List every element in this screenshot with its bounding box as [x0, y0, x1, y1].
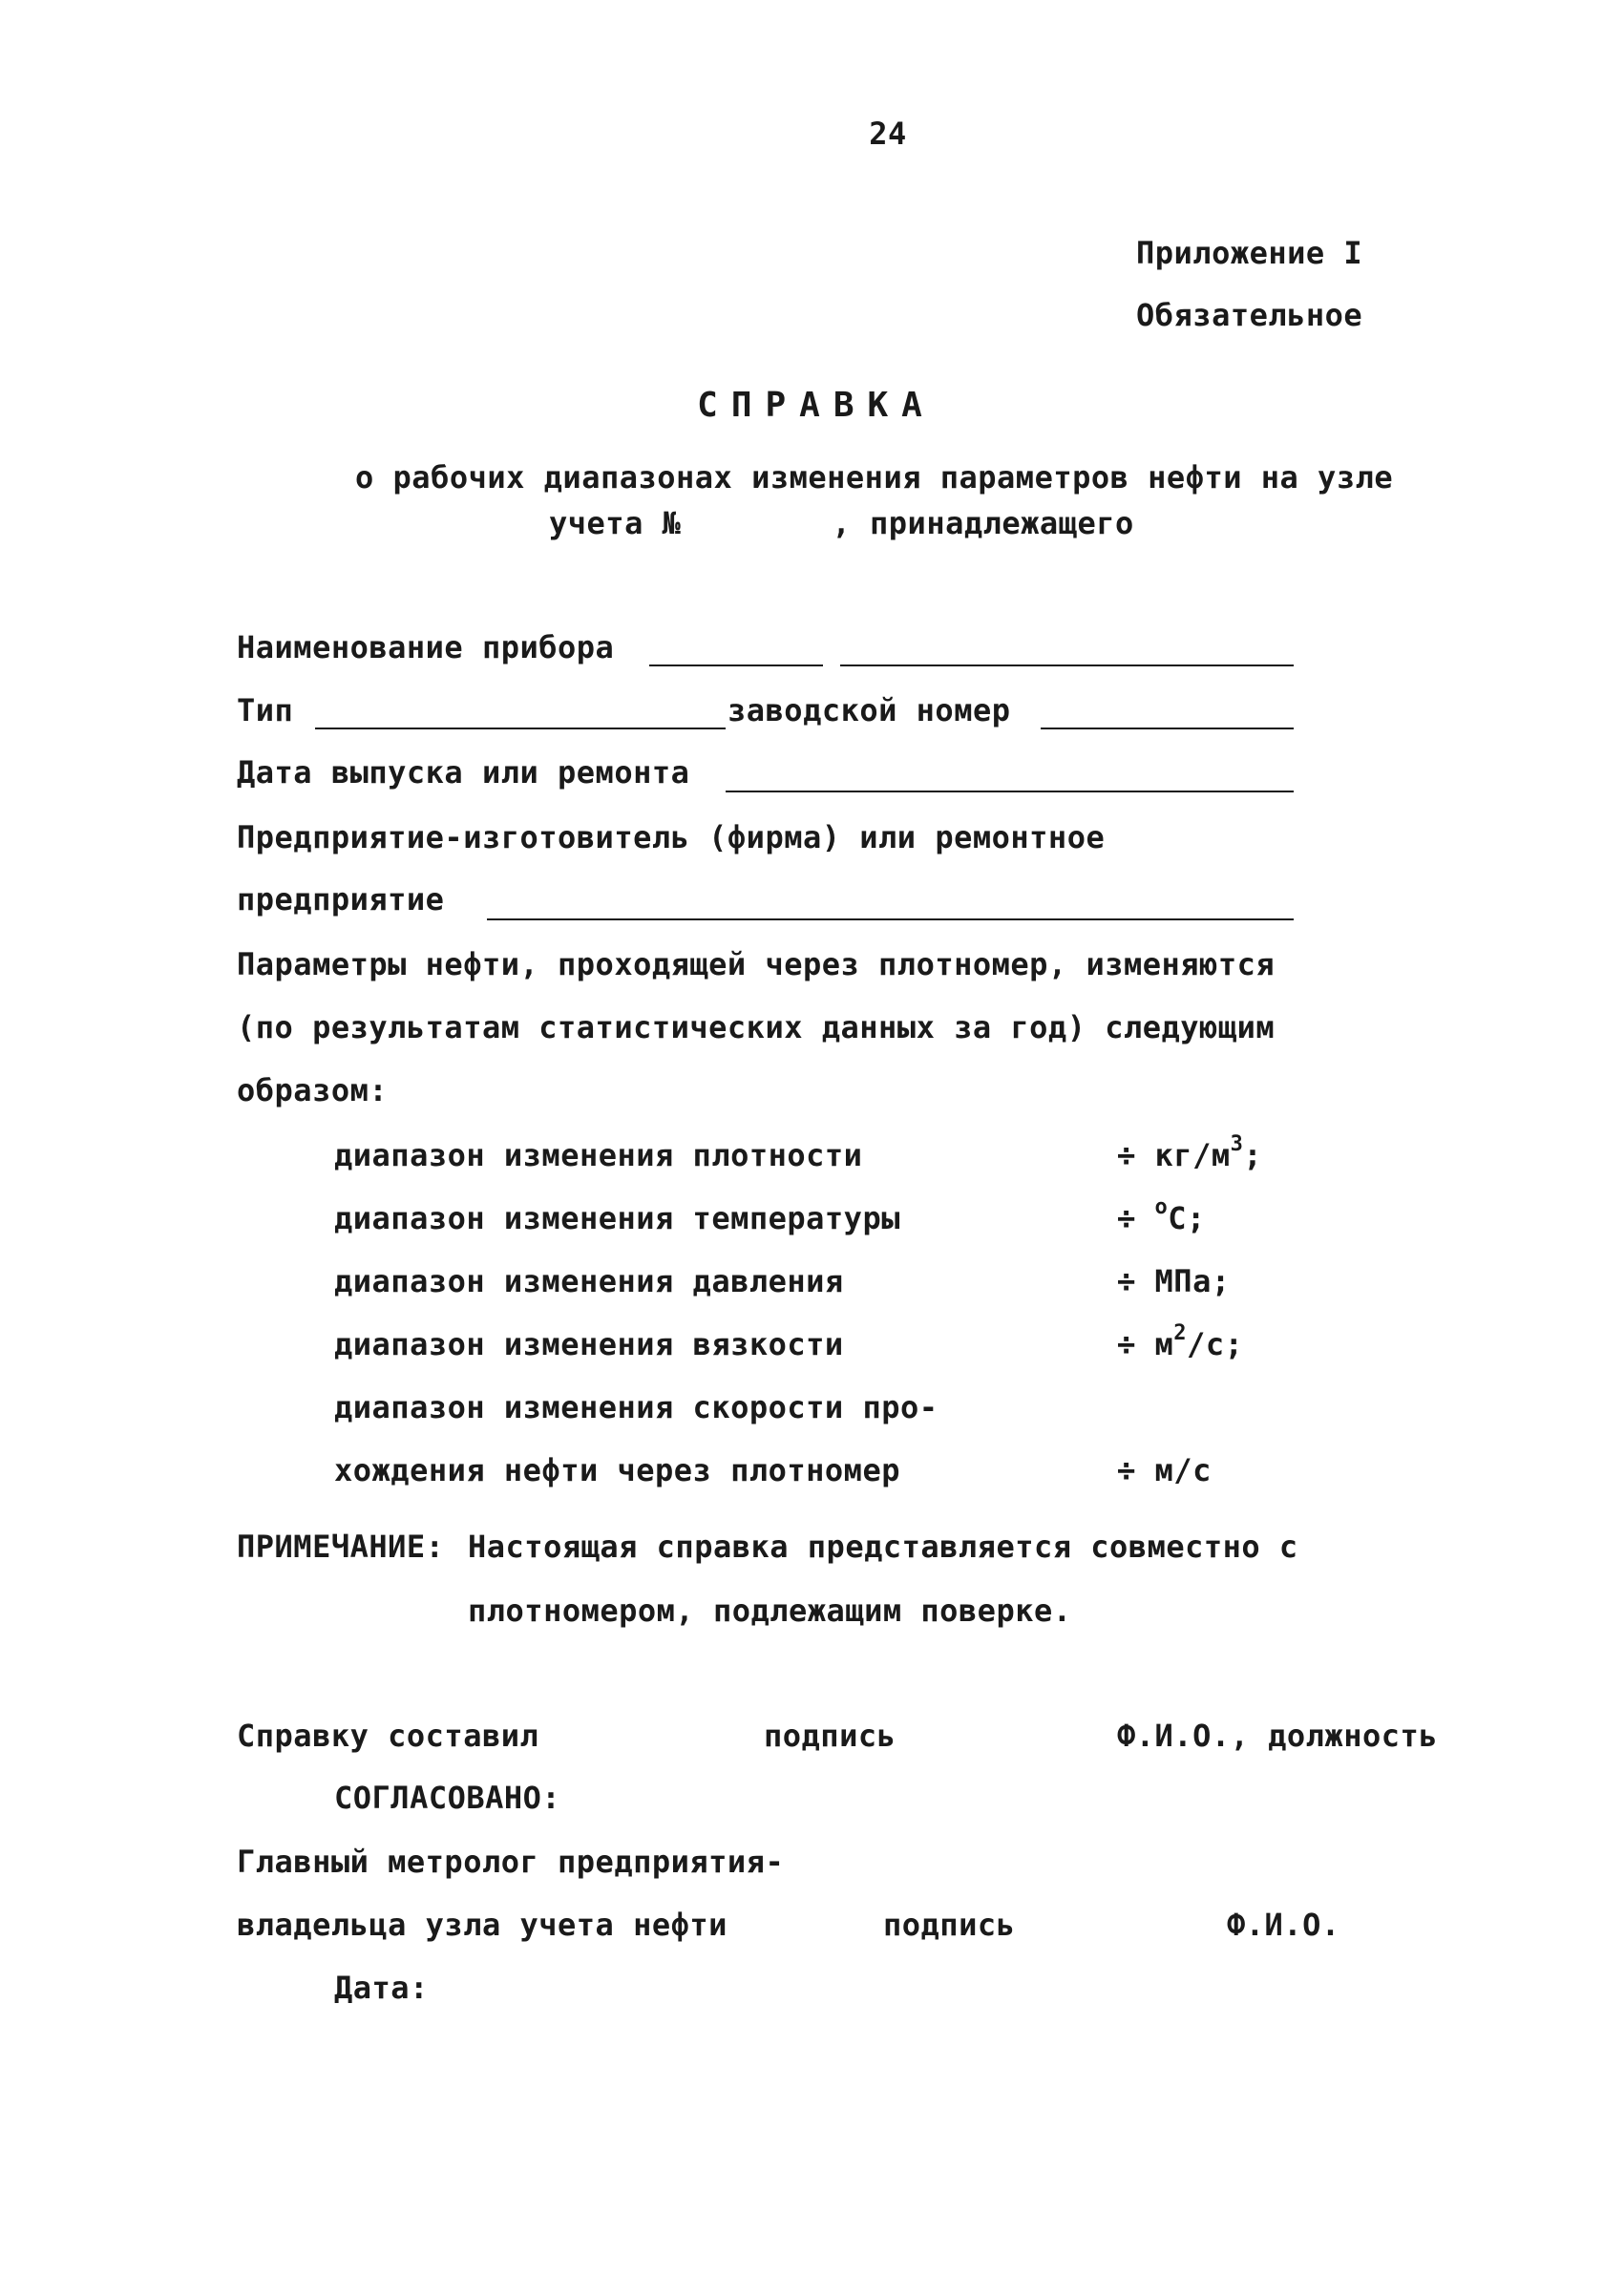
unit-text: МПа;: [1154, 1263, 1231, 1299]
pressure-range-unit: [1117, 1262, 1231, 1300]
temperature-range-unit: [1117, 1195, 1206, 1237]
density-range-unit: [1117, 1132, 1263, 1174]
type-blank[interactable]: [315, 728, 726, 729]
manufacturer-label-line-1: Предприятие-изготовитель (фирма) или ремонтное: [237, 819, 1106, 855]
subtitle-line-2: учета № , принадлежащего: [549, 505, 1134, 541]
device-name-label: Наименование прибора: [237, 629, 615, 665]
compiled-by-label: Справку составил: [237, 1718, 539, 1754]
unit-tail: /с;: [1187, 1326, 1244, 1362]
density-range-label: диапазон изменения плотности: [334, 1137, 863, 1173]
unit-tail: ;: [1243, 1137, 1263, 1173]
note-line-1: Настоящая справка представляется совместно с: [468, 1529, 1298, 1565]
name-label-2: Ф.И.О.: [1227, 1907, 1340, 1943]
release-date-label: Дата выпуска или ремонта: [237, 754, 690, 791]
params-intro-line-2: (по результатам статистических данных за год) следующим: [237, 1009, 1276, 1045]
agreed-label: СОГЛАСОВАНО:: [334, 1780, 561, 1816]
params-intro-line-1: Параметры нефти, проходящей через плотномер, изменяются: [237, 946, 1276, 982]
viscosity-range-unit: [1117, 1321, 1244, 1363]
page-number: 24: [869, 116, 907, 152]
chief-metrologist-line-1: Главный метролог предприятия-: [237, 1844, 785, 1880]
name-position-label: Ф.И.О., должность: [1117, 1718, 1439, 1754]
manufacturer-blank[interactable]: [487, 918, 1294, 920]
unit-superscript: o: [1154, 1195, 1169, 1220]
date-label: Дата:: [334, 1970, 429, 2006]
range-sign: ÷: [1117, 1326, 1136, 1362]
params-intro-line-3: образом:: [237, 1072, 389, 1108]
range-sign: ÷: [1117, 1200, 1136, 1236]
unit-superscript: 3: [1230, 1132, 1244, 1157]
device-name-blank-2[interactable]: [840, 664, 1294, 666]
speed-range-label-line-1: диапазон изменения скорости про-: [334, 1389, 939, 1425]
type-label: Тип: [237, 692, 294, 728]
pressure-range-label: диапазон изменения давления: [334, 1263, 844, 1299]
unit-text: кг/м: [1154, 1137, 1231, 1173]
device-name-blank-1[interactable]: [649, 664, 823, 666]
subtitle-line-1: о рабочих диапазонах изменения параметров нефти на узле: [355, 459, 1394, 496]
note-line-2: плотномером, подлежащим поверке.: [468, 1592, 1072, 1629]
release-date-blank[interactable]: [726, 791, 1294, 792]
serial-blank[interactable]: [1041, 728, 1294, 729]
note-label: ПРИМЕЧАНИЕ:: [237, 1529, 445, 1565]
unit-text: м: [1154, 1326, 1174, 1362]
range-sign: ÷: [1117, 1137, 1136, 1173]
viscosity-range-label: диапазон изменения вязкости: [334, 1326, 844, 1362]
appendix-status: Обязательное: [1136, 297, 1363, 333]
manufacturer-label-line-2: предприятие: [237, 881, 445, 918]
unit-text: м/с: [1154, 1452, 1212, 1488]
document-title: СПРАВКА: [697, 386, 936, 425]
speed-range-label-line-2: хождения нефти через плотномер: [334, 1452, 900, 1488]
unit-tail: C;: [1168, 1200, 1206, 1236]
chief-metrologist-line-2: владельца узла учета нефти: [237, 1907, 728, 1943]
range-sign: ÷: [1117, 1263, 1136, 1299]
appendix-label: Приложение I: [1136, 235, 1363, 271]
range-sign: ÷: [1117, 1452, 1136, 1488]
signature-label-2: подпись: [883, 1907, 1016, 1943]
temperature-range-label: диапазон изменения температуры: [334, 1200, 900, 1236]
unit-superscript: 2: [1173, 1321, 1188, 1346]
signature-label: подпись: [764, 1718, 896, 1754]
serial-label: заводской номер: [728, 692, 1011, 728]
speed-range-unit: [1117, 1451, 1212, 1489]
